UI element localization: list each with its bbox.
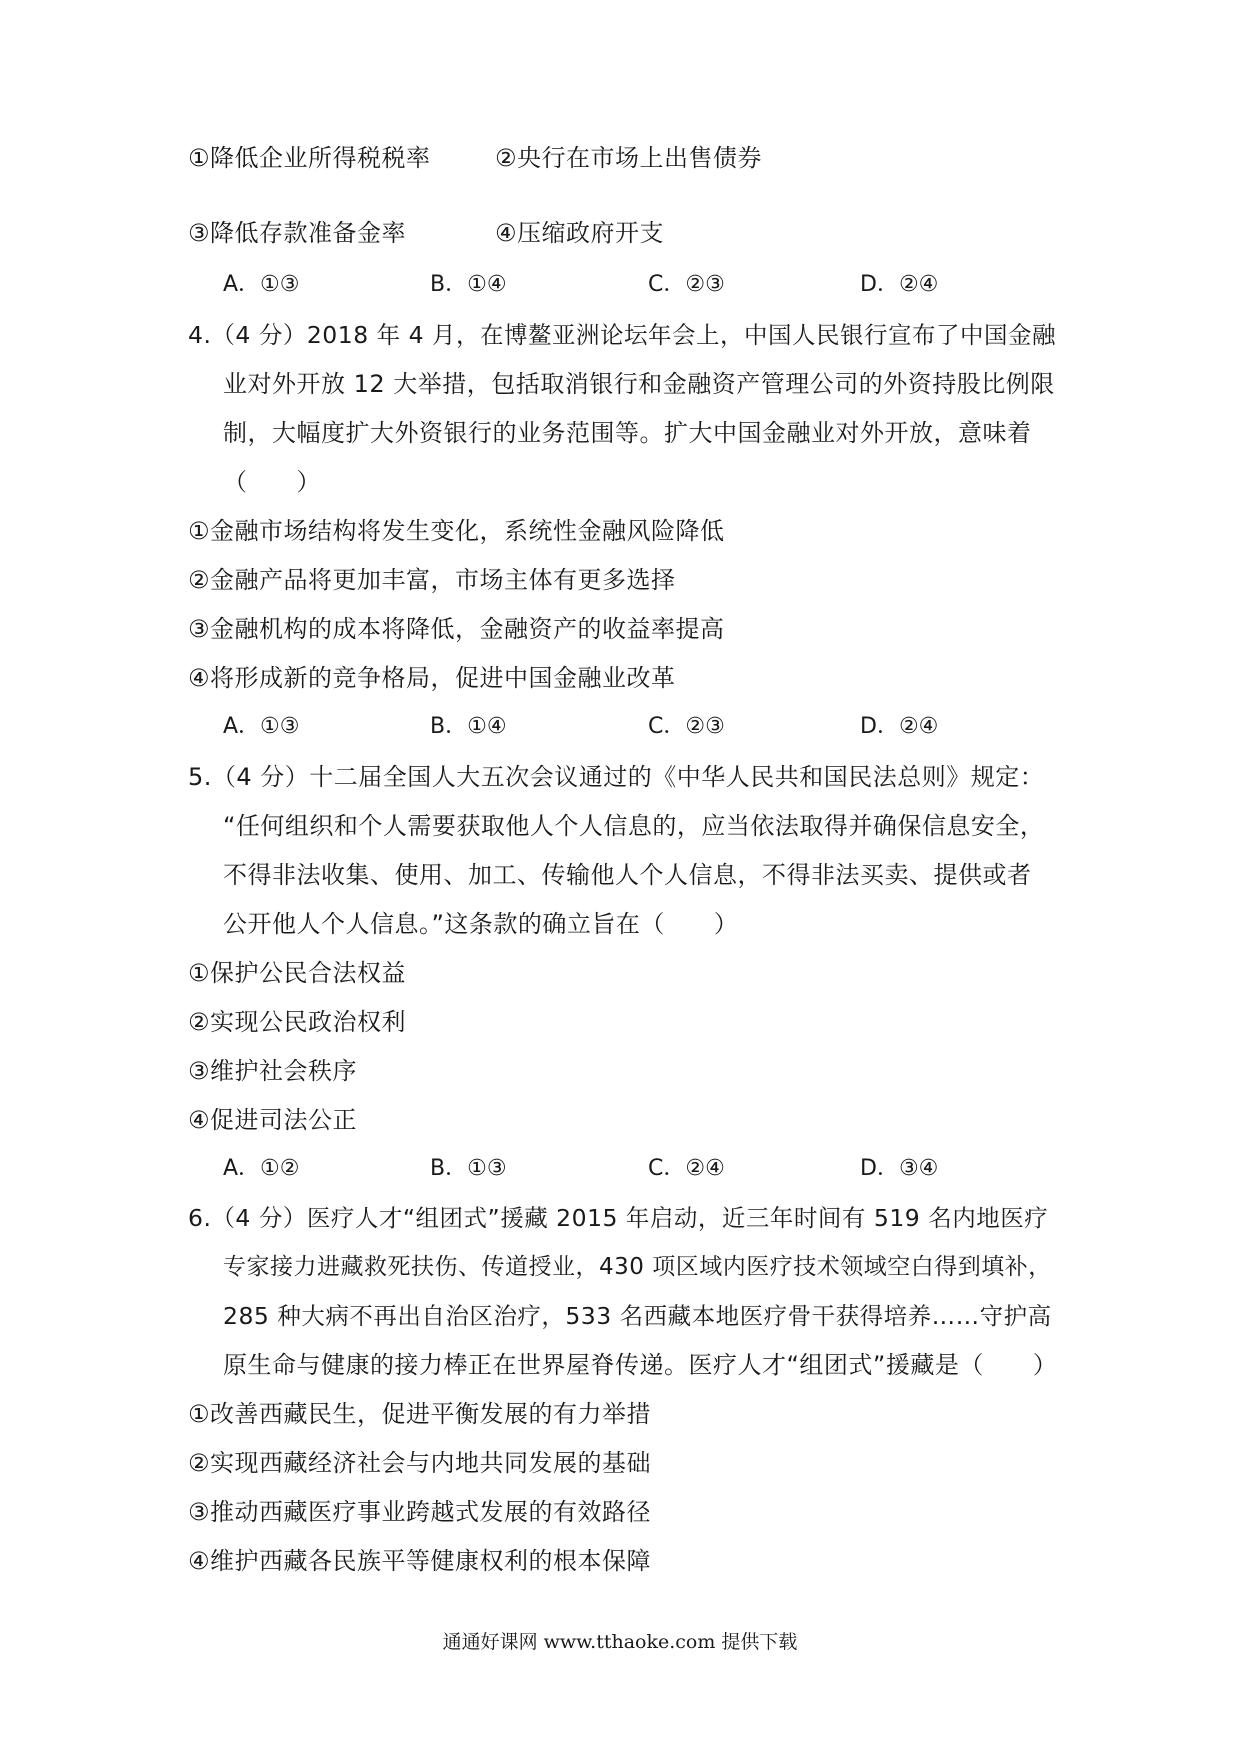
q4-option-b: B．①④ — [430, 714, 507, 739]
q5-statement-2: ②实现公民政治权利 — [188, 1008, 407, 1036]
q3-options — [223, 270, 983, 300]
q4-statement-1: ①金融市场结构将发生变化，系统性金融风险降低 — [188, 517, 725, 545]
q5-option-b: B．①③ — [430, 1156, 507, 1181]
q3-option-d: D．②④ — [860, 272, 939, 297]
q4-statement-4: ④将形成新的竞争格局，促进中国金融业改革 — [188, 664, 676, 692]
q4-option-a: A．①③ — [223, 714, 300, 739]
q6-stem-line-2: 专家接力进藏救死扶伤、传道授业，430 项区域内医疗技术领域空白得到填补， — [223, 1254, 1052, 1280]
q6-statement-1: ①改善西藏民生，促进平衡发展的有力举措 — [188, 1400, 652, 1428]
q4-statement-3: ③金融机构的成本将降低，金融资产的收益率提高 — [188, 615, 725, 643]
q4-option-c: C．②③ — [648, 714, 725, 739]
q3-option-a: A．①③ — [223, 272, 300, 297]
q5-options — [223, 1154, 983, 1184]
q5-option-d: D．③④ — [860, 1156, 939, 1181]
q5-stem-line-2: “任何组织和个人需要获取他人个人信息的，应当依法取得并确保信息安全， — [223, 812, 1045, 840]
q5-stem-line-3: 不得非法收集、使用、加工、传输他人个人信息，不得非法买卖、提供或者 — [223, 861, 1032, 889]
q4-stem-line-3: 制，大幅度扩大外资银行的业务范围等。扩大中国金融业对外开放，意味着 — [223, 419, 1032, 447]
q6-statement-2: ②实现西藏经济社会与内地共同发展的基础 — [188, 1449, 652, 1477]
q5-statement-4: ④促进司法公正 — [188, 1106, 358, 1134]
q6-stem-line-1: 6.（4 分）医疗人才“组团式”援藏 2015 年启动，近三年时间有 519 名内地医疗 — [188, 1204, 1049, 1232]
q6-statement-3: ③推动西藏医疗事业跨越式发展的有效路径 — [188, 1498, 652, 1526]
q4-options — [223, 712, 983, 742]
q3-statement-4: ④压缩政府开支 — [495, 219, 665, 247]
q6-statement-4: ④维护西藏各民族平等健康权利的根本保障 — [188, 1547, 652, 1575]
q3-statement-3: ③降低存款准备金率 — [188, 219, 407, 247]
q4-answer-blank: （ ） — [223, 468, 321, 496]
q5-option-c: C．②④ — [648, 1156, 725, 1181]
q5-stem-line-1: 5.（4 分）十二届全国人大五次会议通过的《中华人民共和国民法总则》规定： — [188, 763, 1045, 791]
page-footer: 通通好课网 www.tthaoke.com 提供下载 — [442, 1631, 798, 1653]
q4-statement-2: ②金融产品将更加丰富，市场主体有更多选择 — [188, 566, 676, 594]
q5-stem-line-4: 公开他人个人信息。”这条款的确立旨在（ ） — [223, 910, 739, 938]
q3-statement-2: ②央行在市场上出售债券 — [495, 144, 763, 172]
q4-stem-line-1: 4.（4 分）2018 年 4 月，在博鳌亚洲论坛年会上，中国人民银行宣布了中国金融 — [188, 321, 1057, 349]
q5-statement-1: ①保护公民合法权益 — [188, 959, 407, 987]
q4-option-d: D．②④ — [860, 714, 939, 739]
q5-option-a: A．①② — [223, 1156, 300, 1181]
q3-option-b: B．①④ — [430, 272, 507, 297]
q3-option-c: C．②③ — [648, 272, 725, 297]
q6-stem-line-3: 285 种大病不再出自治区治疗，533 名西藏本地医疗骨干获得培养……守护高 — [223, 1302, 1052, 1330]
q4-stem-line-2: 业对外开放 12 大举措，包括取消银行和金融资产管理公司的外资持股比例限 — [223, 370, 1055, 398]
q5-statement-3: ③维护社会秩序 — [188, 1057, 358, 1085]
q6-stem-line-4: 原生命与健康的接力棒正在世界屋脊传递。医疗人才“组团式”援藏是（ ） — [223, 1351, 1058, 1379]
q3-statement-1: ①降低企业所得税税率 — [188, 144, 431, 172]
